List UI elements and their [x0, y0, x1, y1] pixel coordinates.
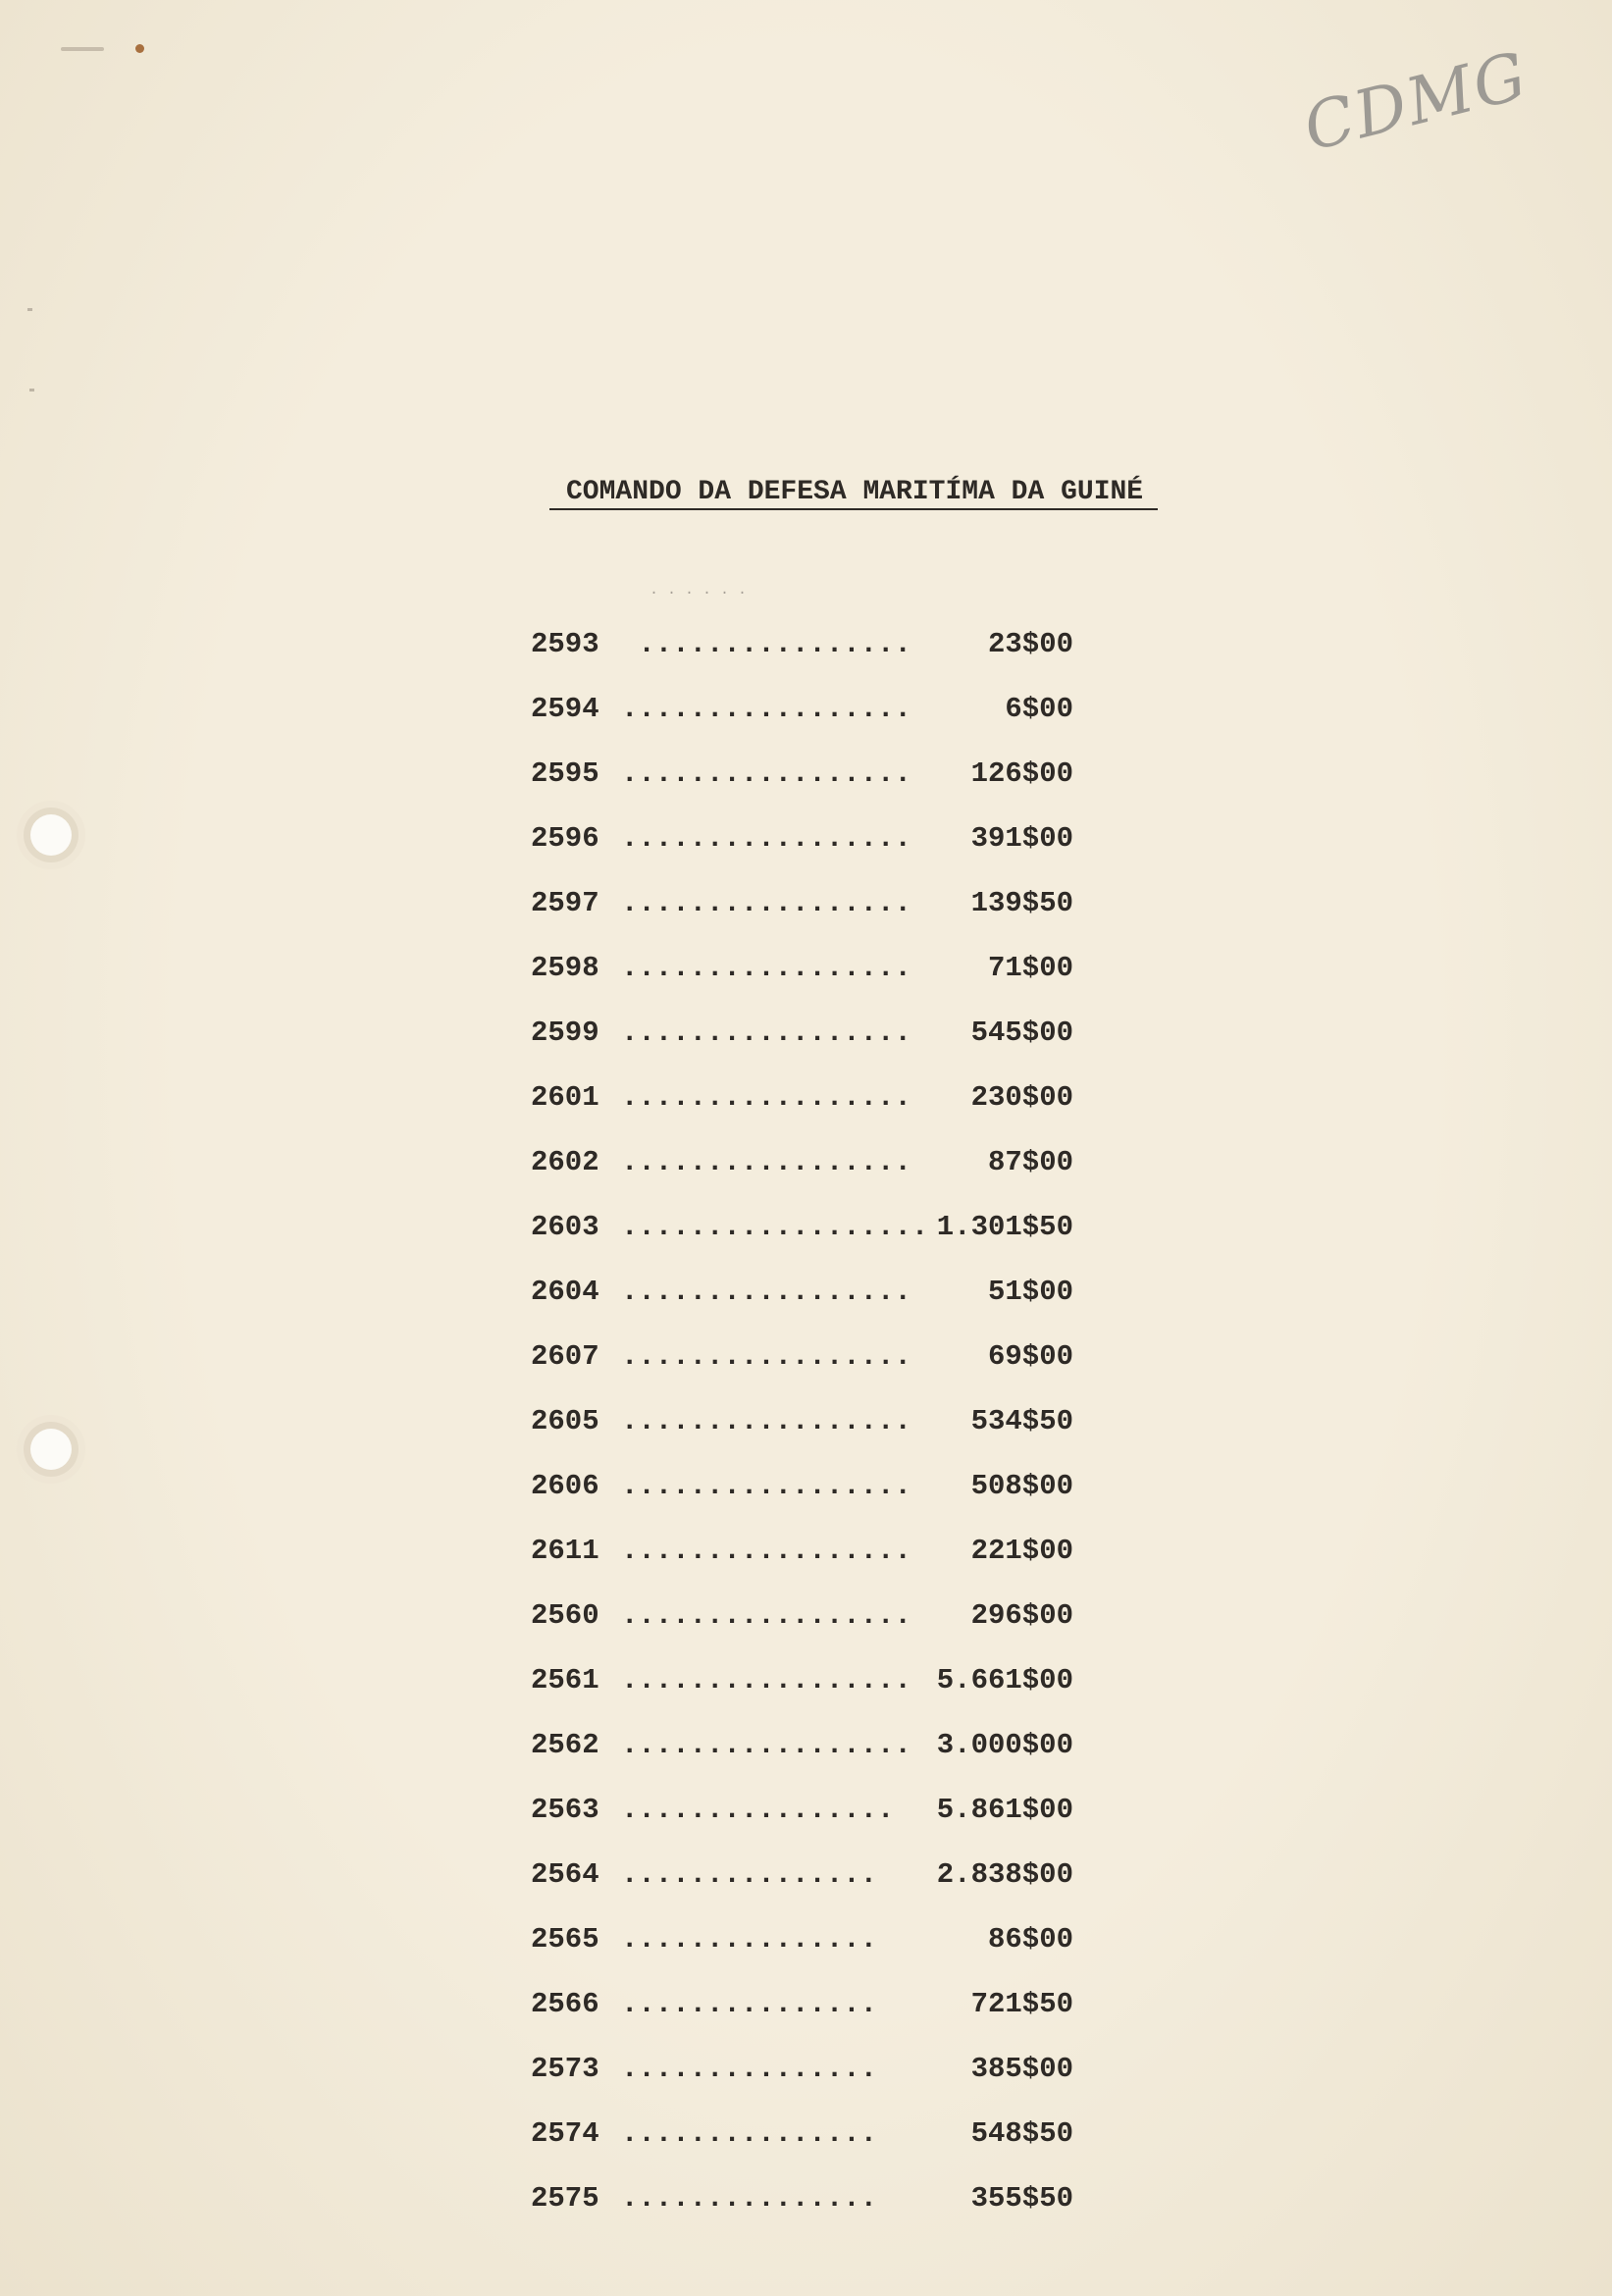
entry-row — [531, 1325, 1073, 1389]
entry-amount: 391$00 — [970, 822, 1073, 855]
entry-number: 2574 — [531, 2117, 599, 2150]
entry-number: 2596 — [531, 822, 599, 855]
entry-row — [531, 2166, 1073, 2231]
entry-amount: 5.861$00 — [936, 1794, 1073, 1826]
entry-number: 2611 — [531, 1535, 599, 1567]
entry-leader-dots: ................. — [621, 1081, 911, 1114]
entry-amount: 3.000$00 — [936, 1729, 1073, 1761]
rust-stain — [135, 44, 144, 53]
entry-row — [531, 1713, 1073, 1778]
entry-number: 2562 — [531, 1729, 599, 1761]
entry-amount: 545$00 — [970, 1017, 1073, 1049]
document-title: COMANDO DA DEFESA MARITÍMA DA GUINÉ — [549, 477, 1158, 510]
entry-row — [531, 871, 1073, 936]
entry-number: 2599 — [531, 1017, 599, 1049]
margin-mark — [27, 308, 32, 311]
entry-row — [531, 1130, 1073, 1195]
entry-number: 2602 — [531, 1146, 599, 1178]
entry-number: 2575 — [531, 2182, 599, 2215]
entry-number: 2605 — [531, 1405, 599, 1437]
entry-number: 2607 — [531, 1340, 599, 1373]
entry-row — [531, 1454, 1073, 1519]
entry-leader-dots: ............... — [621, 1858, 878, 1891]
entry-leader-dots: ................. — [621, 693, 911, 725]
entry-leader-dots: ............... — [621, 1988, 878, 2020]
entry-number: 2593 — [531, 628, 599, 660]
entry-leader-dots: ................. — [621, 1535, 911, 1567]
entry-leader-dots: ................. — [621, 1017, 911, 1049]
entry-amount: 221$00 — [970, 1535, 1073, 1567]
entry-row — [531, 1778, 1073, 1843]
entry-row — [531, 1066, 1073, 1130]
entry-amount: 126$00 — [970, 757, 1073, 790]
entry-number: 2573 — [531, 2053, 599, 2085]
entry-amount: 534$50 — [970, 1405, 1073, 1437]
entry-amount: 548$50 — [970, 2117, 1073, 2150]
entry-amount: 1.301$50 — [936, 1211, 1073, 1243]
entry-number: 2604 — [531, 1276, 599, 1308]
entry-number: 2597 — [531, 887, 599, 919]
entry-row — [531, 807, 1073, 871]
entry-amount: 86$00 — [987, 1923, 1073, 1956]
entry-amount: 2.838$00 — [936, 1858, 1073, 1891]
entry-number: 2595 — [531, 757, 599, 790]
entry-leader-dots: ................. — [621, 757, 911, 790]
entry-row — [531, 2102, 1073, 2166]
entry-amount: 721$50 — [970, 1988, 1073, 2020]
entry-leader-dots: ................. — [621, 1470, 911, 1502]
entry-leader-dots: ................. — [621, 1729, 911, 1761]
entry-leader-dots: ................. — [621, 887, 911, 919]
entry-leader-dots: ................ — [621, 628, 911, 660]
entry-number: 2561 — [531, 1664, 599, 1696]
entry-number: 2601 — [531, 1081, 599, 1114]
entry-amount: 87$00 — [987, 1146, 1073, 1178]
entry-leader-dots: ................. — [621, 952, 911, 984]
entry-leader-dots: ................. — [621, 1664, 911, 1696]
entry-number: 2594 — [531, 693, 599, 725]
entry-amount: 23$00 — [987, 628, 1073, 660]
entry-row — [531, 1843, 1073, 1907]
entry-row — [531, 677, 1073, 742]
entry-number: 2563 — [531, 1794, 599, 1826]
entry-leader-dots: ................. — [621, 1276, 911, 1308]
entry-leader-dots: ................. — [621, 1146, 911, 1178]
entry-row — [531, 1389, 1073, 1454]
entry-leader-dots: ................ — [621, 1794, 895, 1826]
entry-amount: 355$50 — [970, 2182, 1073, 2215]
punch-hole — [30, 1429, 72, 1470]
entry-amount: 139$50 — [970, 887, 1073, 919]
entry-number: 2606 — [531, 1470, 599, 1502]
entry-row — [531, 2037, 1073, 2102]
entry-row — [531, 1584, 1073, 1648]
entry-number: 2603 — [531, 1211, 599, 1243]
entry-leader-dots: ............... — [621, 1923, 878, 1956]
entry-leader-dots: ............... — [621, 2182, 878, 2215]
entry-number: 2598 — [531, 952, 599, 984]
entry-row — [531, 1260, 1073, 1325]
entry-row — [531, 742, 1073, 807]
entry-row — [531, 1907, 1073, 1972]
entry-leader-dots: ............... — [621, 2053, 878, 2085]
entry-row — [531, 1001, 1073, 1066]
entry-row — [531, 936, 1073, 1001]
entries-list — [531, 612, 1073, 2231]
entry-number: 2565 — [531, 1923, 599, 1956]
margin-mark — [29, 389, 34, 391]
entry-amount: 508$00 — [970, 1470, 1073, 1502]
entry-row — [531, 1648, 1073, 1713]
entry-number: 2566 — [531, 1988, 599, 2020]
entry-amount: 385$00 — [970, 2053, 1073, 2085]
entry-number: 2564 — [531, 1858, 599, 1891]
entry-amount: 5.661$00 — [936, 1664, 1073, 1696]
entry-leader-dots: .................. — [621, 1211, 929, 1243]
entry-leader-dots: ................. — [621, 1340, 911, 1373]
entry-leader-dots: ............... — [621, 2117, 878, 2150]
entry-row — [531, 1972, 1073, 2037]
entry-amount: 71$00 — [987, 952, 1073, 984]
entry-leader-dots: ................. — [621, 822, 911, 855]
entry-amount: 296$00 — [970, 1599, 1073, 1632]
entry-row — [531, 1519, 1073, 1584]
handwritten-note: CDMG — [1296, 37, 1535, 167]
entry-row — [531, 612, 1073, 677]
entry-number: 2560 — [531, 1599, 599, 1632]
entry-amount: 230$00 — [970, 1081, 1073, 1114]
entry-leader-dots: ................. — [621, 1599, 911, 1632]
header-dots: . . . . . . — [650, 582, 748, 599]
punch-hole — [30, 814, 72, 856]
entry-amount: 6$00 — [1005, 693, 1073, 725]
entry-amount: 51$00 — [987, 1276, 1073, 1308]
entry-row — [531, 1195, 1073, 1260]
ink-smudge — [61, 47, 104, 51]
entry-amount: 69$00 — [987, 1340, 1073, 1373]
entry-leader-dots: ................. — [621, 1405, 911, 1437]
